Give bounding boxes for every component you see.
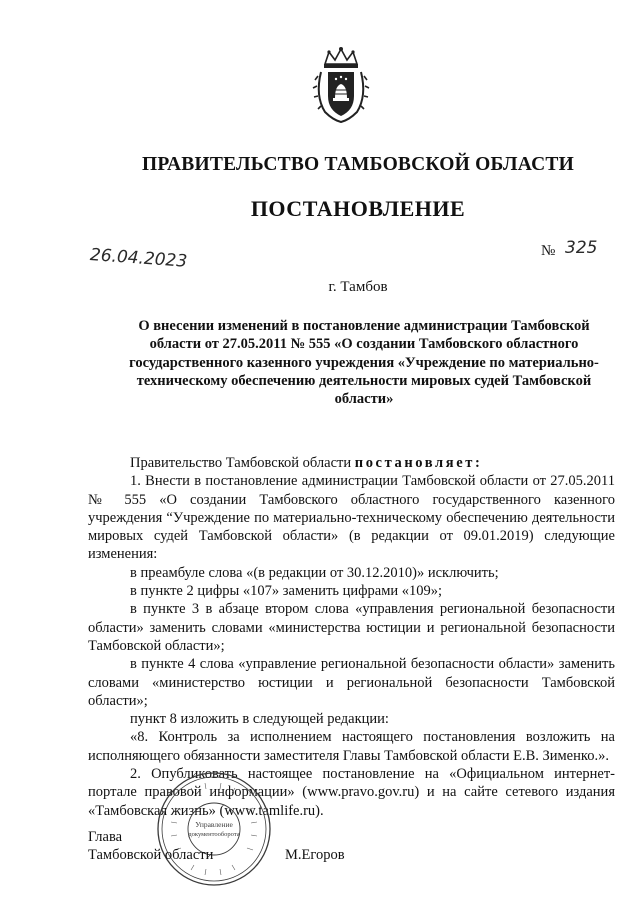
body-paragraph: «8. Контроль за исполнением настоящего постановления возложить на исполняющего обязанности заместителя Главы Тамбовской области Е.В. Зименко.».	[88, 729, 615, 764]
city-line: г. Тамбов	[328, 279, 388, 295]
government-title: ПРАВИТЕЛЬСТВО ТАМБОВСКОЙ ОБЛАСТИ	[142, 154, 574, 175]
number-label: №	[541, 243, 556, 259]
body-paragraph: в пункте 4 слова «управление региональной безопасности области» заменить словами «министерство юстиции и региональной безопасности Тамбовской области»;	[88, 656, 615, 709]
intro-paragraph	[88, 454, 615, 472]
signatory-title	[88, 828, 213, 865]
signatory-title-line1: Глава	[88, 829, 123, 845]
coat-of-arms-icon	[311, 46, 371, 126]
body-paragraph: пункт 8 изложить в следующей редакции:	[130, 711, 389, 728]
handwritten-number: 325	[565, 238, 598, 258]
body-paragraph: 1. Внести в постановление администрации Тамбовской области от 27.05.2011 № 555 «О создании Тамбовского областного государственного казенного учреждения “Учреждение по материально-техническому обеспечению деятельности мировых судей Тамбовской области» (в редакции от 09.01.2019) следующие изменения:	[88, 473, 615, 563]
body-paragraph: 2. Опубликовать настоящее постановление на «Официальном интернет-портале правовой информации» (www.pravo.gov.ru) и на сайте сетевого издания «Тамбовская жизнь» (www.tamlife.ru).	[88, 766, 615, 819]
intro-text: Правительство Тамбовской области	[130, 455, 352, 471]
resolves-word: постановляет:	[354, 455, 483, 471]
document-subject: О внесении изменений в постановление администрации Тамбовской области от 27.05.2011 № 555 «О создании Тамбовского областного государственного казенного учреждения «Учреждение по материально-техническому обеспечению деятельности мировых судей Тамбовской области»	[129, 318, 599, 408]
signatory-name: М.Егоров	[285, 847, 345, 863]
signatory-title-line2: Тамбовской области	[88, 847, 214, 864]
body-paragraph: в пункте 2 цифры «107» заменить цифрами «109»;	[130, 583, 443, 600]
handwritten-date: 26.04.2023	[89, 245, 188, 272]
stamp-center-line2: документооборота	[188, 831, 240, 838]
body-paragraph: в преамбуле слова «(в редакции от 30.12.2010)» исключить;	[130, 564, 499, 581]
body-paragraph: в пункте 3 в абзаце втором слова «управления региональной безопасности области» заменить словами «министерства юстиции и региональной безопасности Тамбовской области»;	[88, 601, 615, 654]
stamp-center-line1: Управление	[195, 820, 233, 829]
document-body	[88, 454, 615, 820]
document-type: ПОСТАНОВЛЕНИЕ	[250, 196, 466, 221]
